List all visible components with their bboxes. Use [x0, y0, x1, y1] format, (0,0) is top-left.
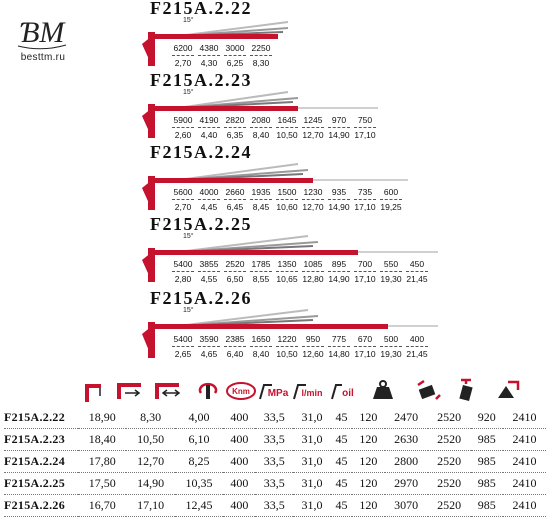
load-pair — [378, 334, 404, 359]
load-pair — [196, 187, 222, 212]
model-cell: F215A.2.24 — [4, 454, 65, 468]
reach-value: 19,25 — [380, 202, 402, 212]
table-cell: 400 — [230, 498, 249, 512]
load-pair — [248, 43, 274, 68]
reach-value: 10,60 — [276, 202, 298, 212]
table-cell: 985 — [477, 498, 496, 512]
table-row — [4, 407, 546, 429]
load-pair — [222, 115, 248, 140]
load-value: 1220 — [276, 334, 298, 347]
load-value: 400 — [406, 334, 428, 347]
oil-tank-icon — [330, 376, 358, 404]
table-cell: 920 — [477, 410, 496, 424]
load-value: 550 — [380, 259, 402, 272]
reach-value: 6,25 — [226, 58, 244, 68]
load-pair — [248, 115, 274, 140]
load-pair — [274, 259, 300, 284]
table-cell: 33,5 — [263, 432, 285, 446]
table-row — [4, 495, 546, 517]
boom-angle-label: 15° — [183, 307, 194, 314]
reach-value: 17,10 — [354, 202, 376, 212]
load-pair — [378, 259, 404, 284]
outrigger-icon — [494, 376, 522, 404]
load-value: 670 — [354, 334, 376, 347]
table-cell: 400 — [230, 476, 249, 490]
reach-value: 10,65 — [276, 274, 298, 284]
load-value: 2660 — [224, 187, 246, 200]
load-value: 1245 — [302, 115, 324, 128]
reach-value: 21,45 — [406, 274, 428, 284]
model-cell: F215A.2.26 — [4, 498, 65, 512]
svg-text:ƁМ: ƁМ — [19, 16, 65, 49]
load-pair — [196, 43, 222, 68]
logo — [4, 12, 82, 68]
table-row — [4, 451, 546, 473]
table-cell: 2800 — [394, 454, 419, 468]
load-value: 600 — [380, 187, 402, 200]
logo-monogram-icon — [12, 12, 72, 52]
load-value: 750 — [354, 115, 376, 128]
reach-value: 17,10 — [354, 130, 376, 140]
load-value: 500 — [380, 334, 402, 347]
reach-value: 8,30 — [252, 58, 270, 68]
load-value: 4380 — [198, 43, 220, 56]
load-value: 2250 — [250, 43, 272, 56]
load-value: 1085 — [302, 259, 324, 272]
reach-value: 6,40 — [226, 349, 244, 359]
table-cell: 2520 — [437, 476, 462, 490]
load-pair — [300, 334, 326, 359]
load-pair — [196, 115, 222, 140]
load-chart-5 — [170, 334, 430, 359]
table-cell: 2410 — [512, 454, 537, 468]
table-cell: 2470 — [394, 410, 419, 424]
reach-value: 6,50 — [226, 274, 244, 284]
table-cell: 18,40 — [88, 432, 116, 446]
table-cell: 400 — [230, 410, 249, 424]
reach-value: 12,70 — [302, 202, 324, 212]
load-value: 5400 — [172, 259, 194, 272]
table-cell: 45 — [335, 454, 348, 468]
model-cell: F215A.2.23 — [4, 432, 65, 446]
reach-value: 4,65 — [200, 349, 218, 359]
table-cell: 2410 — [512, 432, 537, 446]
table-cell: 2410 — [512, 498, 537, 512]
table-cell: 45 — [335, 476, 348, 490]
model-cell: F215A.2.22 — [4, 410, 65, 424]
table-cell: 17,80 — [88, 454, 116, 468]
table-cell: 18,90 — [88, 410, 116, 424]
slewing-angle-icon — [196, 376, 220, 404]
load-pair — [274, 187, 300, 212]
spec-table — [4, 407, 546, 517]
table-cell: 45 — [335, 498, 348, 512]
reach-value: 19,30 — [380, 349, 402, 359]
load-value: 5400 — [172, 334, 194, 347]
load-pair — [352, 259, 378, 284]
load-value: 3590 — [198, 334, 220, 347]
load-pair — [300, 115, 326, 140]
table-cell: 2970 — [394, 476, 419, 490]
table-cell: 12,70 — [137, 454, 165, 468]
table-row — [4, 473, 546, 495]
table-cell: 8,25 — [188, 454, 210, 468]
hydraulic-extension-icon — [114, 376, 144, 404]
load-pair — [274, 115, 300, 140]
load-pair — [222, 43, 248, 68]
load-pair — [326, 187, 352, 212]
reach-value: 8,55 — [252, 274, 270, 284]
table-cell: 985 — [477, 432, 496, 446]
load-pair — [170, 43, 196, 68]
table-cell: 31,0 — [301, 432, 323, 446]
table-cell: 120 — [359, 476, 378, 490]
reach-value: 2,80 — [174, 274, 192, 284]
load-value: 1935 — [250, 187, 272, 200]
load-value: 970 — [328, 115, 350, 128]
logo-site-text: besttm.ru — [20, 52, 66, 63]
reach-value: 12,70 — [302, 130, 324, 140]
table-cell: 4,00 — [188, 410, 210, 424]
reach-value: 2,65 — [174, 349, 192, 359]
reach-value: 8,40 — [252, 130, 270, 140]
load-pair — [248, 187, 274, 212]
table-cell: 31,0 — [301, 410, 323, 424]
reach-value: 4,45 — [200, 202, 218, 212]
load-value: 4000 — [198, 187, 220, 200]
reach-value: 14,90 — [328, 130, 350, 140]
table-cell: 400 — [230, 454, 249, 468]
table-cell: 33,5 — [263, 454, 285, 468]
reach-value: 17,10 — [354, 349, 376, 359]
load-pair — [326, 115, 352, 140]
load-pair — [300, 259, 326, 284]
load-value: 895 — [328, 259, 350, 272]
table-cell: 12,45 — [185, 498, 213, 512]
table-cell: 2520 — [437, 498, 462, 512]
load-pair — [222, 334, 248, 359]
height-icon — [454, 376, 478, 404]
load-value: 5600 — [172, 187, 194, 200]
reach-value: 2,60 — [174, 130, 192, 140]
reach-value: 8,40 — [252, 349, 270, 359]
load-value: 3855 — [198, 259, 220, 272]
table-cell: 8,30 — [140, 410, 162, 424]
spec-icons-row — [0, 376, 550, 406]
weight-icon — [370, 376, 396, 404]
load-value: 2385 — [224, 334, 246, 347]
reach-value: 6,45 — [226, 202, 244, 212]
table-cell: 16,70 — [88, 498, 116, 512]
load-value: 6200 — [172, 43, 194, 56]
load-pair — [404, 259, 430, 284]
load-chart-3 — [170, 187, 404, 212]
model-cell: F215A.2.25 — [4, 476, 65, 490]
load-value: 1230 — [302, 187, 324, 200]
load-pair — [352, 187, 378, 212]
table-cell: 14,90 — [137, 476, 165, 490]
table-cell: 31,0 — [301, 476, 323, 490]
load-value: 5900 — [172, 115, 194, 128]
reach-value: 17,10 — [354, 274, 376, 284]
knm-label: Knm — [232, 387, 250, 396]
table-cell: 45 — [335, 410, 348, 424]
table-cell: 33,5 — [263, 410, 285, 424]
load-pair — [300, 187, 326, 212]
load-value: 3000 — [224, 43, 246, 56]
table-cell: 17,50 — [88, 476, 116, 490]
load-pair — [352, 334, 378, 359]
model-title-5: F215A.2.26 — [150, 288, 252, 308]
model-title-4: F215A.2.25 — [150, 214, 252, 234]
reach-value: 14,80 — [328, 349, 350, 359]
load-value: 2820 — [224, 115, 246, 128]
load-pair — [248, 334, 274, 359]
reach-value: 12,60 — [302, 349, 324, 359]
load-value: 775 — [328, 334, 350, 347]
table-cell: 2520 — [437, 432, 462, 446]
boom-angle-label: 15° — [183, 17, 194, 24]
table-cell: 2520 — [437, 454, 462, 468]
flow-rate-icon — [292, 376, 324, 404]
table-cell: 2630 — [394, 432, 419, 446]
load-pair — [170, 115, 196, 140]
mpa-label: MPa — [267, 388, 289, 399]
table-cell: 10,50 — [137, 432, 165, 446]
reach-value: 6,35 — [226, 130, 244, 140]
reach-value: 19,30 — [380, 274, 402, 284]
load-pair — [170, 334, 196, 359]
table-cell: 120 — [359, 432, 378, 446]
load-value: 4190 — [198, 115, 220, 128]
load-pair — [196, 259, 222, 284]
load-value: 1650 — [250, 334, 272, 347]
reach-value: 2,70 — [174, 58, 192, 68]
load-pair — [326, 334, 352, 359]
load-pair — [196, 334, 222, 359]
reach-value: 10,50 — [276, 349, 298, 359]
load-pair — [222, 259, 248, 284]
manual-extension-icon — [152, 376, 182, 404]
table-cell: 120 — [359, 410, 378, 424]
load-pair — [326, 259, 352, 284]
flow-label: l/min — [301, 388, 323, 398]
stabilizer-spread-icon — [414, 376, 442, 404]
reach-value: 21,45 — [406, 349, 428, 359]
table-cell: 120 — [359, 454, 378, 468]
load-value: 1785 — [250, 259, 272, 272]
reach-value: 2,70 — [174, 202, 192, 212]
reach-value: 4,30 — [200, 58, 218, 68]
table-cell: 985 — [477, 454, 496, 468]
load-pair — [170, 187, 196, 212]
table-cell: 400 — [230, 432, 249, 446]
load-pair — [170, 259, 196, 284]
torque-knm-icon — [225, 376, 257, 404]
load-value: 950 — [302, 334, 324, 347]
load-chart-1 — [170, 43, 274, 68]
table-cell: 2520 — [437, 410, 462, 424]
reach-value: 12,80 — [302, 274, 324, 284]
boom-angle-label: 15° — [183, 89, 194, 96]
load-pair — [274, 334, 300, 359]
load-value: 2520 — [224, 259, 246, 272]
reach-value: 14,90 — [328, 274, 350, 284]
load-value: 935 — [328, 187, 350, 200]
lifting-moment-icon — [80, 376, 106, 404]
load-pair — [222, 187, 248, 212]
table-cell: 31,0 — [301, 454, 323, 468]
load-pair — [352, 115, 378, 140]
table-row — [4, 429, 546, 451]
load-value: 700 — [354, 259, 376, 272]
table-cell: 33,5 — [263, 498, 285, 512]
table-cell: 3070 — [394, 498, 419, 512]
reach-value: 4,55 — [200, 274, 218, 284]
model-title-3: F215A.2.24 — [150, 142, 252, 162]
load-pair — [248, 259, 274, 284]
load-value: 450 — [406, 259, 428, 272]
boom-angle-label: 15° — [183, 233, 194, 240]
pressure-mpa-icon — [258, 376, 290, 404]
table-cell: 33,5 — [263, 476, 285, 490]
reach-value: 4,40 — [200, 130, 218, 140]
table-cell: 985 — [477, 476, 496, 490]
model-title-2: F215A.2.23 — [150, 70, 252, 90]
table-cell: 2410 — [512, 410, 537, 424]
oil-label: oil — [342, 388, 354, 399]
load-value: 1350 — [276, 259, 298, 272]
table-cell: 120 — [359, 498, 378, 512]
reach-value: 8,45 — [252, 202, 270, 212]
load-pair — [378, 187, 404, 212]
load-chart-2 — [170, 115, 378, 140]
load-value: 735 — [354, 187, 376, 200]
reach-value: 14,90 — [328, 202, 350, 212]
table-cell: 6,10 — [188, 432, 210, 446]
load-value: 2080 — [250, 115, 272, 128]
reach-value: 10,50 — [276, 130, 298, 140]
load-pair — [404, 334, 430, 359]
table-cell: 17,10 — [137, 498, 165, 512]
table-cell: 2410 — [512, 476, 537, 490]
table-cell: 31,0 — [301, 498, 323, 512]
load-value: 1645 — [276, 115, 298, 128]
table-cell: 45 — [335, 432, 348, 446]
load-chart-4 — [170, 259, 430, 284]
table-cell: 10,35 — [185, 476, 213, 490]
load-value: 1500 — [276, 187, 298, 200]
model-title-1: F215A.2.22 — [150, 0, 252, 18]
